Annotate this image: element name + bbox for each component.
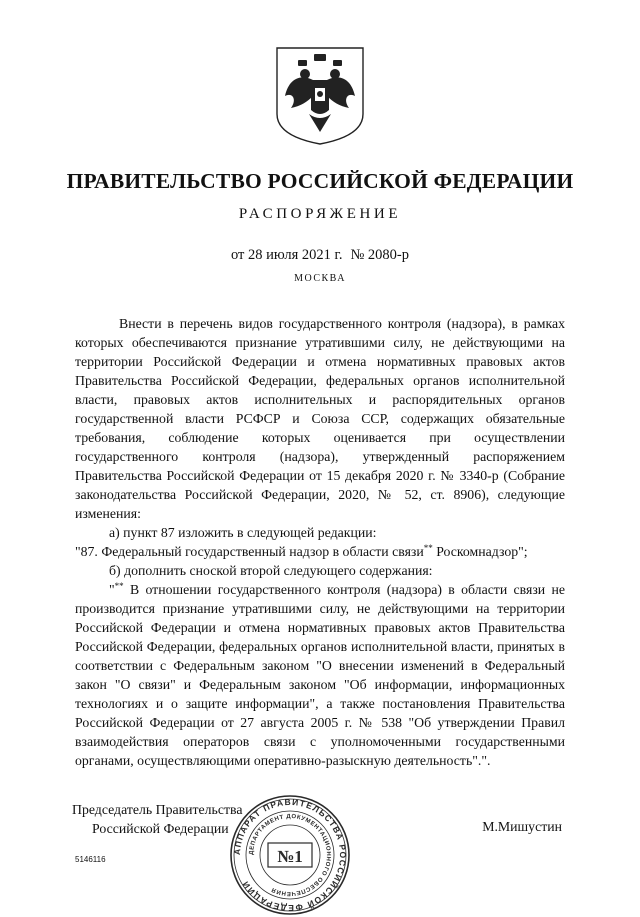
document-date: от 28 июля 2021 г. [230, 247, 343, 263]
stamp-center: №1 [277, 847, 303, 866]
signatory-title-line1: Председатель Правительства [72, 802, 243, 817]
signatory-title-line2: Российской Федерации [92, 821, 229, 836]
stamp-inner-text: ДЕПАРТАМЕНТ ДОКУМЕНТАЦИОННОГО ОБЕСПЕЧЕНИЯ [248, 813, 332, 897]
footnote-marker: ** [423, 543, 433, 553]
document-id: 5146116 [75, 855, 106, 864]
official-stamp [228, 793, 352, 917]
document-number: № 2080-р [350, 247, 409, 263]
document-body [75, 314, 565, 770]
item-a-text [75, 542, 565, 561]
russian-coat-of-arms-icon [273, 44, 367, 146]
footnote-open-quote: " [109, 582, 115, 597]
item-a-text-tail: Роскомнадзор"; [432, 544, 528, 559]
signatory-title [72, 800, 242, 838]
city: МОСКВА [294, 273, 346, 284]
item-a: а) пункт 87 изложить в следующей редакции: [109, 525, 377, 540]
footnote-paragraph [75, 580, 565, 770]
intro-paragraph: Внести в перечень видов государственного контроля (надзора), в рамках которых обеспечиваются признание утратившими силу, не действующими на территории Российской Федерации и отмена нормативных правовых актов Правительства Российской Федерации, федеральных органов исполнительной власти, правовых актов исполнительных и распорядительных органов государственной власти РСФСР и Союза ССР, содержащих обязательные требования, соблюдение которых оценивается при осуществлении государственного контроля (надзора), утвержденный распоряжением Правительства Российской Федерации от 15 декабря 2020 г. № 3340-р (Собрание законодательства Российской Федерации, 2020, № 52, ст. 8906), следующие изменения: [75, 316, 565, 521]
stamp-outer-text: АППАРАТ ПРАВИТЕЛЬСТВА РОССИЙСКОЙ ФЕДЕРАЦИИ [231, 796, 349, 914]
footnote-marker-2: ** [114, 581, 124, 591]
signatory-name: М.Мишустин [482, 819, 562, 834]
document-type: РАСПОРЯЖЕНИЕ [238, 206, 402, 222]
item-b: б) дополнить сноской второй следующего содержания: [109, 563, 433, 578]
item-a-text-main: "87. Федеральный государственный надзор в области связи [75, 544, 424, 559]
footnote-text: В отношении государственного контроля (надзора) в области связи не производится признание утратившими силу, не действующими на территории Российской Федерации и отмена нормативных правовых актов Правительства Российской Федерации, федеральных органов исполнительной власти, принятых в соответствии с Федеральным законом "О внесении изменений в Федеральный закон "О связи" и Федеральным законом "Об информации, информационных технологиях и о защите информации", а также постановления Правительства Российской Федерации от 27 августа 2005 г. № 538 "Об утверждении Правил взаимодействия операторов связи с уполномоченными государственными органами, осуществляющими оперативно-разыскную деятельность".". [75, 582, 565, 768]
date-line [0, 247, 640, 264]
organization-title: ПРАВИТЕЛЬСТВО РОССИЙСКОЙ ФЕДЕРАЦИИ [66, 169, 574, 193]
